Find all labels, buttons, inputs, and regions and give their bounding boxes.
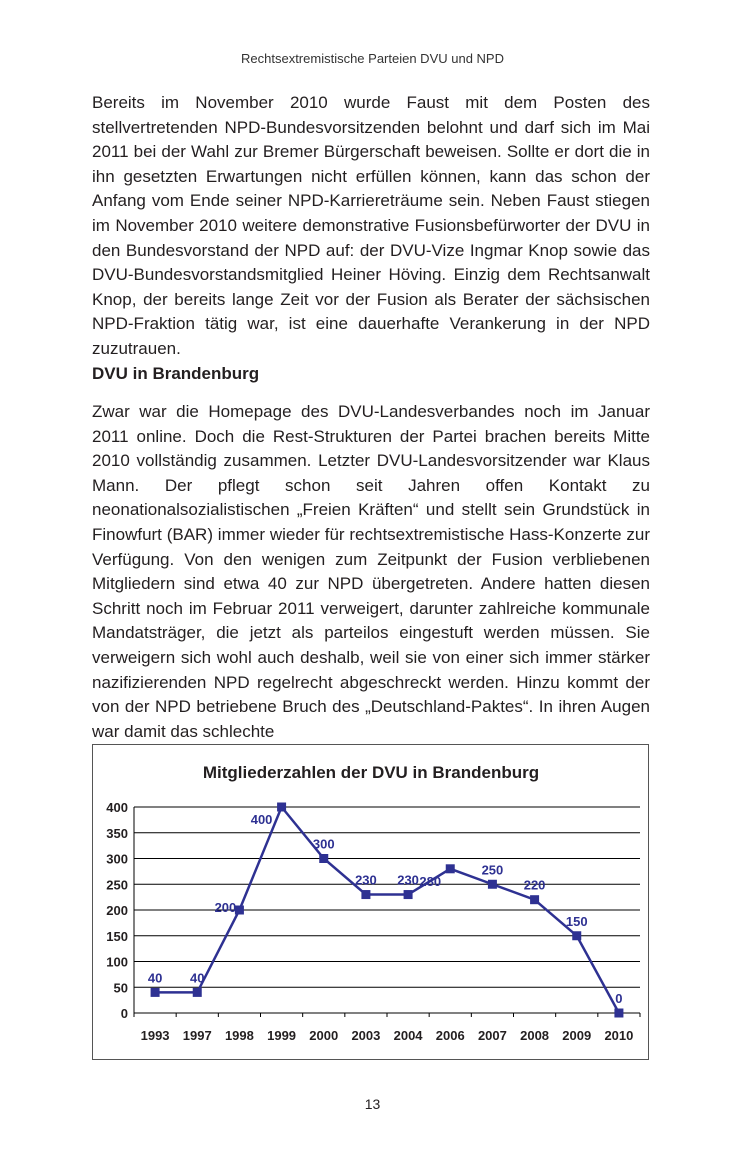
y-tick-label: 300 (106, 851, 128, 867)
running-head: Rechtsextremistische Parteien DVU und NPD (241, 51, 504, 66)
chart-title: Mitgliederzahlen der DVU in Brandenburg (202, 763, 540, 782)
data-point-marker (151, 988, 160, 997)
data-point-marker (614, 1009, 623, 1018)
x-tick-label: 1999 (267, 1028, 297, 1043)
y-tick-label: 150 (106, 928, 128, 944)
data-label: 220 (523, 877, 546, 893)
data-label: 400 (250, 812, 273, 827)
data-label: 280 (419, 873, 442, 889)
data-point-marker (277, 803, 286, 812)
data-label: 150 (565, 913, 588, 929)
data-point-marker (446, 864, 455, 873)
data-label: 300 (312, 836, 335, 852)
data-label: 230 (397, 872, 419, 888)
data-point-marker (488, 880, 497, 889)
y-tick-label: 400 (106, 800, 128, 815)
data-point-marker (530, 895, 539, 904)
x-tick-label: 2000 (309, 1028, 339, 1043)
y-tick-label: 50 (113, 980, 128, 996)
data-point-marker (319, 854, 328, 863)
line-chart (93, 745, 648, 1059)
paragraph-1: Bereits im November 2010 wurde Faust mit dem Posten des stellvertretenden NPD-Bundesvorsitzenden belohnt und darf sich im Mai 2011 bei der Wahl zur Bremer Bürgerschaft beweisen. Sollte er dort die in ihn gesetzten Erwartungen nicht erfüllen können, kann das schon der Anfang vom Ende seiner NPD-Karriereträume sein. Neben Faust stiegen im November 2010 weitere demonstrative Fusionsbefürworter der DVU in den Bundesvorstand der NPD auf: der DVU-Vize Ingmar Knop sowie das DVU-Bundesvorstandsmitglied Heiner Höving. Einzig dem Rechtsanwalt Knop, der bereits lange Zeit vor der Fusion als Berater der sächsischen NPD-Fraktion tätig war, ist eine dauerhafte Verankerung in der NPD zuzutrauen. (92, 93, 650, 358)
data-point-marker (404, 890, 413, 899)
x-tick-label: 2009 (562, 1028, 592, 1043)
y-tick-label: 250 (106, 877, 128, 893)
x-tick-label: 2003 (351, 1028, 381, 1043)
x-tick-label: 1993 (140, 1028, 170, 1043)
x-tick-label: 2010 (604, 1028, 634, 1043)
data-point-marker (572, 931, 581, 940)
paragraph-2: Zwar war die Homepage des DVU-Landesverbandes noch im Januar 2011 online. Doch die Rest-Strukturen der Partei brachen bereits Mitte 2010 vollständig zusammen. Letzter DVU-Landesvorsitzender war Klaus Mann. Der pflegt schon seit Jahren offen Kontakt zu neonationalsozialistischen „Freien Kräften“ und stellt sein Grundstück in Finowfurt (BAR) immer wieder für rechtsextremistische Hass-Konzerte zur Verfügung. Von den wenigen zum Zeitpunkt der Fusion verbliebenen Mitgliedern sind etwa 40 zur NPD übergetreten. Andere hatten diesen Schritt noch im Februar 2011 verweigert, darunter zahlreiche kommunale Mandatsträger, die jetzt als parteilos eingestuft werden müssen. Sie verweigern sich wohl auch deshalb, weil sie von einer sich immer stärker nazifizierenden NPD regelrecht abgeschreckt werden. Hinzu kommt der von der NPD betriebene Bruch des „Deutschland-Paktes“. In ihren Augen war damit das schlechte (92, 402, 650, 741)
x-tick-label: 2004 (393, 1028, 423, 1043)
x-tick-label: 2006 (435, 1028, 465, 1043)
data-point-marker (193, 988, 202, 997)
page-number: 13 (364, 1096, 381, 1112)
data-label: 0 (615, 991, 623, 1006)
data-label: 230 (355, 872, 377, 888)
x-tick-label: 2008 (520, 1028, 550, 1043)
y-tick-label: 350 (106, 825, 128, 841)
data-label: 200 (214, 900, 237, 915)
data-label: 250 (481, 862, 504, 878)
y-tick-label: 100 (106, 954, 128, 970)
section-heading: DVU in Brandenburg (92, 364, 260, 383)
data-label: 40 (190, 970, 205, 986)
chart-container (92, 744, 649, 1060)
x-tick-label: 1998 (224, 1028, 254, 1043)
y-tick-label: 0 (120, 1006, 128, 1021)
y-tick-label: 200 (106, 903, 128, 918)
x-tick-label: 1997 (182, 1028, 212, 1043)
data-point-marker (361, 890, 370, 899)
x-tick-label: 2007 (477, 1028, 507, 1043)
data-label: 40 (147, 970, 163, 986)
